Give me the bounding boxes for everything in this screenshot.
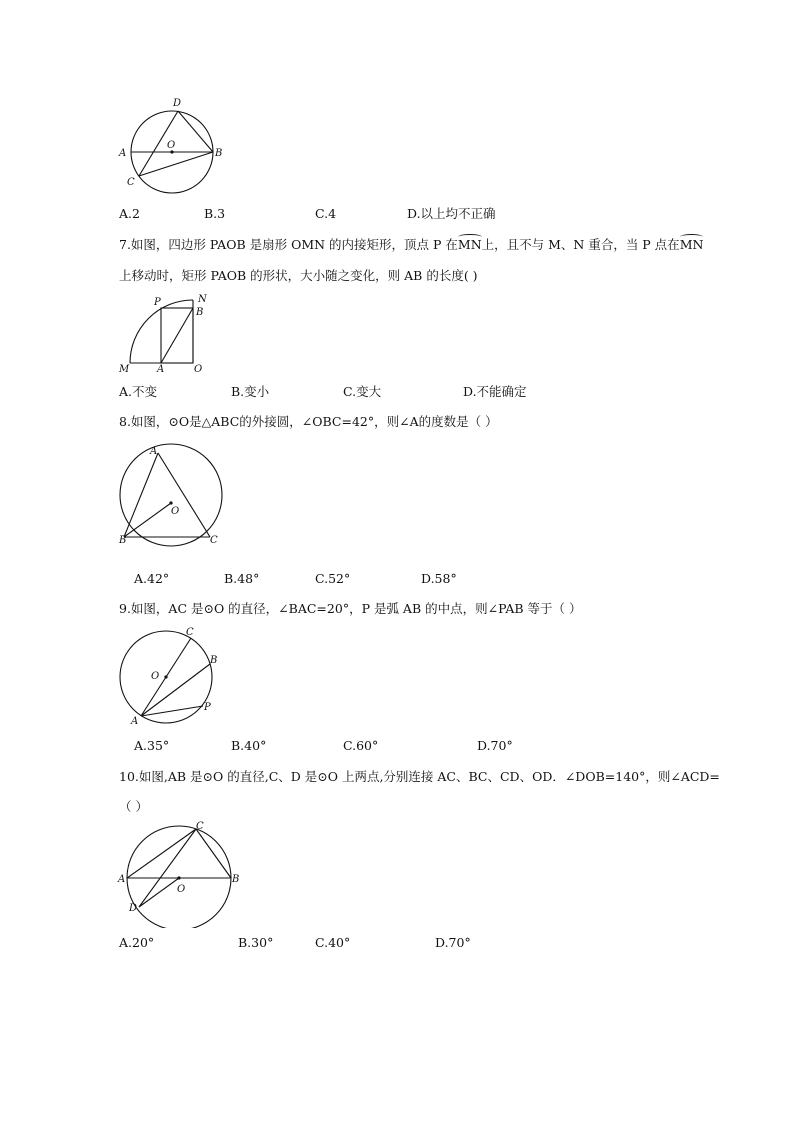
q7-segment-ab <box>161 308 193 363</box>
q7-label-m: M <box>119 364 130 375</box>
q10-segment-ac <box>127 829 196 878</box>
q8-center-dot <box>169 501 172 504</box>
q7-figure <box>116 293 216 375</box>
q6-option-d: D.以上均不正确 <box>407 206 496 221</box>
q9-option-a: A.35° <box>134 738 170 753</box>
q10-label-o: O <box>177 884 186 895</box>
q10-option-b: B.30° <box>238 935 274 950</box>
q8-label-o: O <box>171 506 180 517</box>
q10-segment-cd <box>139 829 196 907</box>
q9-label-a: A <box>131 716 139 727</box>
q7-stem-part2: 上，且不与 M、N 重合，当 P 点在 <box>481 237 680 252</box>
q6-option-c: C.4 <box>315 206 337 221</box>
q10-figure <box>116 820 242 928</box>
q10-label-a: A <box>118 874 126 885</box>
q10-stem: 10.如图,AB 是⊙O 的直径,C、D 是⊙O 上两点,分别连接 AC、BC、CD、OD．∠DOB=140°，则∠ACD= <box>119 769 720 784</box>
q8-stem: 8.如图，⊙O是△ABC的外接圆，∠OBC=42°，则∠A的度数是（ ） <box>119 414 498 429</box>
q7-option-d: D.不能确定 <box>463 384 527 399</box>
q9-option-b: B.40° <box>231 738 267 753</box>
q7-label-o: O <box>194 364 203 375</box>
q10-label-c: C <box>196 821 204 832</box>
q10-stem-bracket: （ ） <box>119 799 148 814</box>
q8-label-a: A <box>150 446 158 457</box>
q10-center-dot <box>177 876 180 879</box>
q9-label-c: C <box>186 627 194 638</box>
q6-label-o: O <box>167 140 176 151</box>
q7-stem-line1 <box>119 238 703 252</box>
q7-label-b: B <box>196 307 204 318</box>
q6-figure <box>116 94 230 194</box>
q7-option-b: B.变小 <box>231 384 270 399</box>
q6-label-d: D <box>173 98 182 109</box>
q7-arc-mn: MN <box>458 238 482 252</box>
q9-figure <box>116 624 226 730</box>
q8-option-d: D.58° <box>421 571 457 586</box>
q8-figure <box>116 442 228 550</box>
q8-label-c: C <box>210 535 218 546</box>
q9-option-d: D.70° <box>477 738 513 753</box>
q10-option-a: A.20° <box>119 935 155 950</box>
q8-segment-ac <box>158 453 210 537</box>
q6-label-c: C <box>127 177 135 188</box>
q8-option-a: A.42° <box>134 571 170 586</box>
q9-label-p: P <box>204 702 211 713</box>
q6-segment-ac <box>131 152 139 176</box>
q8-label-b: B <box>119 535 127 546</box>
q7-label-p: P <box>154 297 161 308</box>
q10-segment-bc <box>196 829 231 878</box>
q9-option-c: C.60° <box>343 738 379 753</box>
q6-option-b: B.3 <box>204 206 226 221</box>
q7-stem-line2: 上移动时，矩形 PAOB 的形状，大小随之变化，则 AB 的长度( ) <box>119 268 478 283</box>
q10-option-c: C.40° <box>315 935 351 950</box>
q8-option-c: C.52° <box>315 571 351 586</box>
q7-stem-part1: 7.如图，四边形 PAOB 是扇形 OMN 的内接矩形，顶点 P 在 <box>119 237 458 252</box>
q7-label-n: N <box>198 294 207 305</box>
q7-label-a: A <box>157 364 165 375</box>
q6-segment-cb <box>139 152 213 176</box>
q6-option-a: A.2 <box>119 206 140 221</box>
q6-label-b: B <box>215 148 223 159</box>
q10-option-d: D.70° <box>435 935 471 950</box>
q9-segment-ap <box>141 706 203 716</box>
q8-option-b: B.48° <box>224 571 260 586</box>
q9-label-o: O <box>151 671 160 682</box>
q9-center-dot <box>164 675 167 678</box>
q9-stem: 9.如图，AC 是⊙O 的直径，∠BAC=20°，P 是弧 AB 的中点，则∠PAB 等于（ ） <box>119 601 582 616</box>
q9-label-b: B <box>210 655 218 666</box>
q7-option-c: C.变大 <box>343 384 382 399</box>
q10-label-d: D <box>129 903 138 914</box>
q10-segment-od <box>139 878 179 907</box>
q10-label-b: B <box>232 874 240 885</box>
q7-option-a: A.不变 <box>119 384 158 399</box>
q7-arc-mn-2: MN <box>680 238 704 252</box>
q6-label-a: A <box>119 148 127 159</box>
